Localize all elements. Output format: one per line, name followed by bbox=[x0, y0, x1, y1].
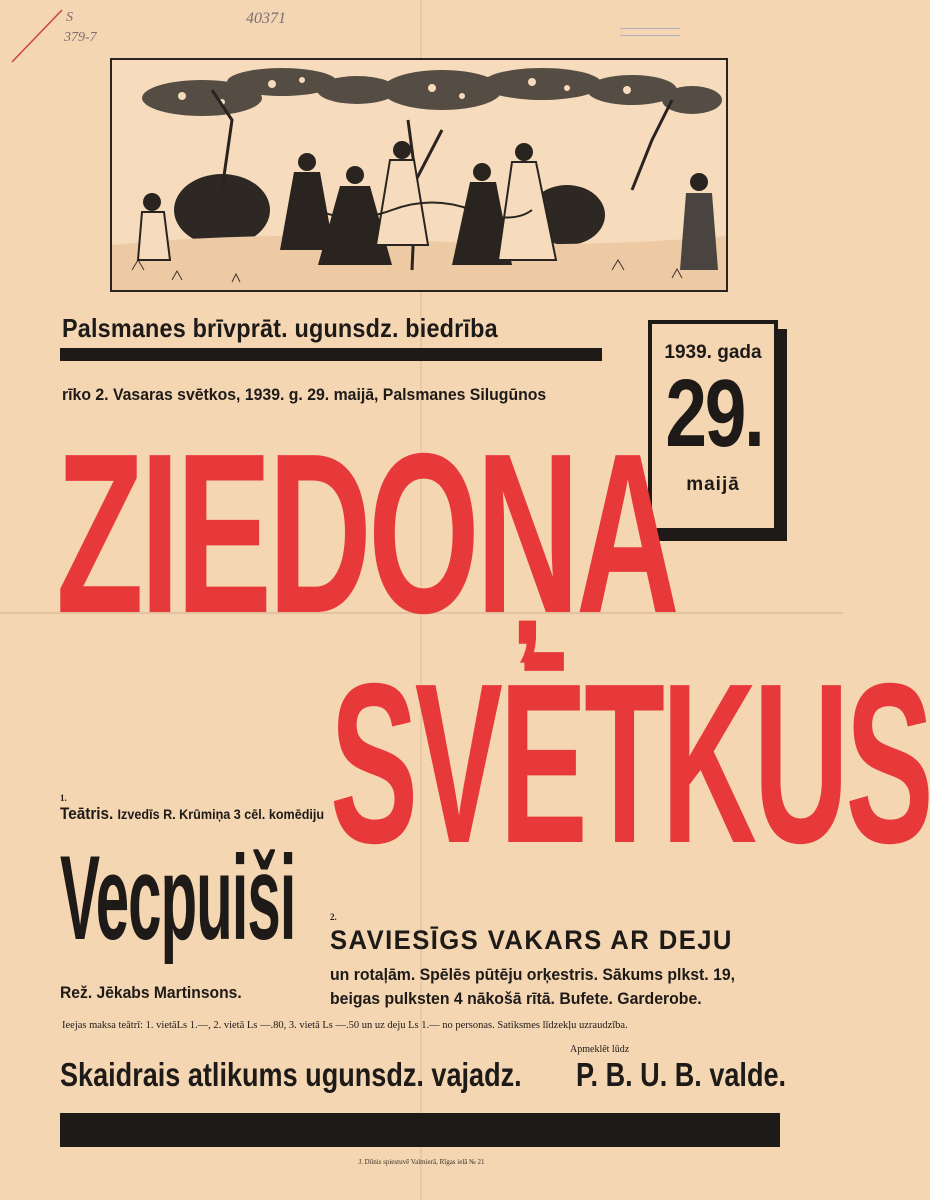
footer-bar bbox=[60, 1113, 780, 1147]
date-month: maijā bbox=[686, 474, 740, 495]
library-stamp bbox=[620, 22, 680, 34]
board-signature: P. B. U. B. valde. bbox=[576, 1056, 787, 1093]
date-year: 1939. gada bbox=[664, 342, 762, 363]
invitation-note: Apmeklēt lūdz bbox=[570, 1044, 630, 1055]
theatre-label: Teātris. bbox=[60, 804, 114, 823]
item-2-details bbox=[330, 963, 735, 1011]
play-title: Vecpuiši bbox=[60, 831, 296, 965]
item-2-number: 2. bbox=[330, 912, 337, 922]
archive-mark-ref: 379-7 bbox=[64, 30, 97, 45]
printer-imprint: J. Dūnis spiestuvē Valmierā, Rīgas ielā № 21 bbox=[358, 1158, 485, 1166]
archive-mark-number: 40371 bbox=[246, 10, 286, 27]
header-rule bbox=[60, 348, 602, 361]
proceeds-note: Skaidrais atlikums ugunsdz. vajadz. bbox=[60, 1056, 522, 1093]
pencil-stroke bbox=[8, 6, 68, 66]
organizer-name: Palsmanes brīvprāt. ugunsdz. biedrība bbox=[62, 313, 498, 343]
director-credit: Rež. Jēkabs Martinsons. bbox=[60, 983, 242, 1002]
date-day: 29. bbox=[665, 360, 763, 467]
item-1-number: 1. bbox=[60, 793, 67, 803]
dancers-illustration bbox=[112, 60, 726, 290]
item-2-heading: SAVIESĪGS VAKARS AR DEJU bbox=[330, 925, 733, 955]
item-2-line-2: beigas pulksten 4 nākošā rītā. Bufete. Garderobe. bbox=[330, 989, 702, 1008]
title-line-2: SVĒTKUS bbox=[330, 637, 930, 891]
item-2-line-1: un rotaļām. Spēlēs pūtēju orķestris. Sākums plkst. 19, bbox=[330, 965, 736, 984]
title-line-1: ZIEDOŅA bbox=[56, 407, 676, 661]
archive-mark-s: S bbox=[66, 10, 73, 25]
admission-prices: Ieejas maksa teātrī: 1. vietāLs 1.—, 2. vietā Ls —.80, 3. vietā Ls —.50 un uz deju Ls 1.— no personas. Satiksmes līdzekļu uzraudzība. bbox=[62, 1020, 628, 1031]
item-1-heading bbox=[60, 804, 324, 824]
theatre-description: Izvedīs R. Krūmiņa 3 cēl. komēdiju bbox=[117, 806, 325, 822]
header-illustration bbox=[110, 58, 728, 292]
event-announcement: rīko 2. Vasaras svētkos, 1939. g. 29. maijā, Palsmanes Silugūnos bbox=[62, 385, 547, 404]
